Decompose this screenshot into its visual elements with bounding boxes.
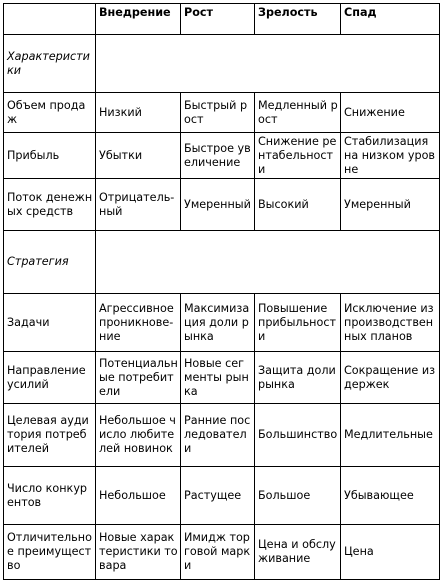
table-row-cash-flow <box>4 179 440 231</box>
table-cell: Небольшое <box>96 467 181 525</box>
table-cell: Новые характеристики товара <box>96 525 181 580</box>
row-label: Задачи <box>4 294 96 352</box>
table-cell: Высокий <box>255 179 341 231</box>
table-cell: Ранние последователи <box>181 404 255 467</box>
table-cell: Цена <box>341 525 440 580</box>
section-title-strategy: Стратегия <box>4 231 96 294</box>
table-cell: Исключение из производственных планов <box>341 294 440 352</box>
table-row-competitors <box>4 467 440 525</box>
table-cell: Небольшое число любителей новинок <box>96 404 181 467</box>
table-row-target-audience <box>4 404 440 467</box>
table-cell: Имидж торговой марки <box>181 525 255 580</box>
header-cell-growth: Рост <box>181 4 255 35</box>
table-cell: Быстрый рост <box>181 93 255 133</box>
table-cell: Большинство <box>255 404 341 467</box>
table-cell: Стабилизация на низком уровне <box>341 133 440 179</box>
table-cell: Умеренный <box>341 179 440 231</box>
table-cell: Снижение рентабельности <box>255 133 341 179</box>
header-row <box>4 4 440 35</box>
row-label: Прибыль <box>4 133 96 179</box>
table-row-profit <box>4 133 440 179</box>
row-label: Целевая аудитория потребителей <box>4 404 96 467</box>
table-row-focus <box>4 352 440 404</box>
table-cell: Агрессивное проникнове-ние <box>96 294 181 352</box>
table-cell: Умеренный <box>181 179 255 231</box>
table-cell: Быстрое увеличение <box>181 133 255 179</box>
table-cell: Снижение <box>341 93 440 133</box>
table-row-objectives <box>4 294 440 352</box>
table-cell: Большое <box>255 467 341 525</box>
table-cell: Защита доли рынка <box>255 352 341 404</box>
header-cell-decline: Спад <box>341 4 440 35</box>
section-row-strategy <box>4 231 440 294</box>
table-cell: Отрицатель-ный <box>96 179 181 231</box>
table-cell: Убытки <box>96 133 181 179</box>
table-cell: Повышение прибыльности <box>255 294 341 352</box>
table-cell: Новые сегменты рынка <box>181 352 255 404</box>
row-label: Поток денежных средств <box>4 179 96 231</box>
row-label: Объем продаж <box>4 93 96 133</box>
section-title-characteristics: Характеристики <box>4 35 96 93</box>
section-blank <box>96 35 440 93</box>
section-row-characteristics <box>4 35 440 93</box>
table-cell: Сокращение издержек <box>341 352 440 404</box>
table-cell: Цена и обслуживание <box>255 525 341 580</box>
table-cell: Растущее <box>181 467 255 525</box>
header-cell-maturity: Зрелость <box>255 4 341 35</box>
row-label: Направление усилий <box>4 352 96 404</box>
table-row-advantage <box>4 525 440 580</box>
header-cell-introduction: Внедрение <box>96 4 181 35</box>
header-cell-empty <box>4 4 96 35</box>
lifecycle-table <box>3 3 440 580</box>
table-cell: Максимизация доли рынка <box>181 294 255 352</box>
row-label: Число конкурентов <box>4 467 96 525</box>
table-row-sales-volume <box>4 93 440 133</box>
table-cell: Низкий <box>96 93 181 133</box>
section-blank <box>96 231 440 294</box>
table-cell: Убывающее <box>341 467 440 525</box>
table-cell: Медлительные <box>341 404 440 467</box>
table-cell: Медленный рост <box>255 93 341 133</box>
row-label: Отличительное преимущество <box>4 525 96 580</box>
table-cell: Потенциальные потребители <box>96 352 181 404</box>
